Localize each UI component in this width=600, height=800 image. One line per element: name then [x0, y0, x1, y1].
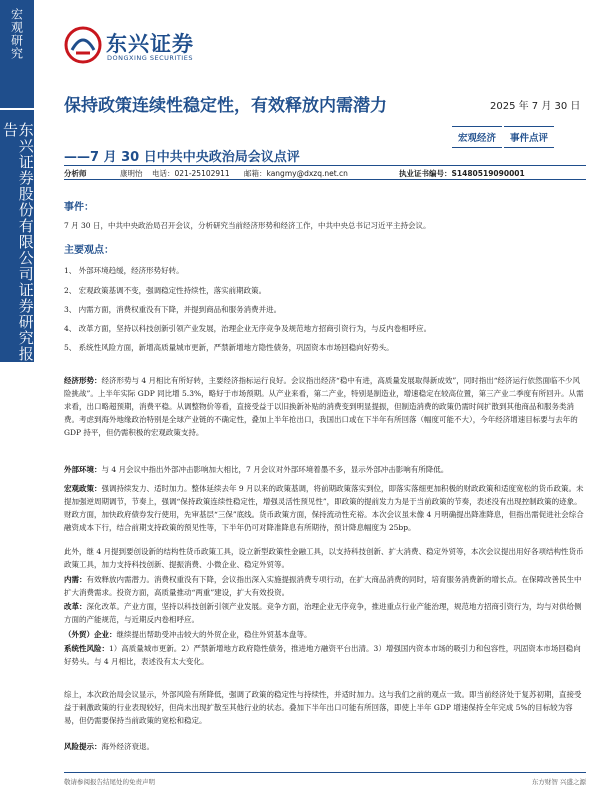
paragraph-economy-text: 经济形势与 4 月相比有所好转，主要经济指标运行良好。会议指出经济“稳中有进，高质量发展取得新成效”，同时指出“经济运行依然面临不少风险挑战”。上半年实际 GDP 同比增 5.3%，略好于市场预期。从产业来看，第二产业，特别是制造业，增速稳定在较高位置，第三产业二季度有所回升。从需求看，出口略超预期，消费平稳。从调整物价等看，直接受益于以旧换新补贴的消费变到明显提振，但制造消费的政策仍需时间扩散到其他商品和服务类消费。考虑到海外地缘政治特别是全球产业链的不确定性，叠加上半年抢出口，我国出口或在下半年有所回落（幅度可能不大），今年经济增速目标要与去年的 GDP 持平，但仍需积极的宏观政策支持。 — [64, 376, 584, 437]
analyst-name: 康明怡 — [120, 169, 143, 178]
footer-slogan: 东方财智 兴盛之源 — [531, 778, 586, 786]
sidebar-firm-block — [0, 110, 34, 362]
sidebar-firm-report: 东兴证券股份有限公司证券研究报告 — [1, 122, 35, 362]
paragraph-conclusion — [64, 688, 586, 727]
paragraph-reform-text: 深化改革。产业方面，坚持以科技创新引领产业发展。竞争方面，治理企业无序竞争，推进重点行业产能治理，规范地方招商引资行为，均与对供给侧方面的产能规范，与近期反内卷相呼应。 — [64, 602, 582, 624]
paragraph-reform-label: 改革： — [64, 602, 87, 611]
paragraph-risk-warning-label: 风险提示： — [64, 742, 102, 751]
paragraph-systemic-risk — [64, 642, 586, 668]
sidebar — [0, 0, 34, 800]
paragraph-external — [64, 463, 586, 476]
paragraph-structural-tools — [64, 545, 586, 571]
event-text: 7 月 30 日，中共中央政治局召开会议，分析研究当前经济形势和经济工作，中共中央总书记习近平主持会议。 — [64, 221, 431, 230]
paragraph-external-text: 与 4 月会议中指出外部冲击影响加大相比，7 月会议对外部环境着墨不多，显示外部冲击影响有所降低。 — [101, 465, 449, 474]
paragraph-domestic-demand-text: 有效释放内需潜力。消费权重没有下降，会议指出深入实施提振消费专项行动，在扩大商品消费的同时，培育服务消费新的增长点。在保障改善民生中扩大消费需求。投资方面，高质量推动“两重”建设，扩大有效投资。 — [64, 575, 582, 597]
points-heading: 主要观点： — [64, 245, 114, 256]
point-item-3: 3、 内需方面，消费权重没有下降，并提到商品和服务消费并进。 — [64, 305, 282, 314]
point-item-5: 5、 系统性风险方面，新增高质量城市更新，严禁新增地方隐性债务，巩固资本市场回稳向好势头。 — [64, 343, 394, 352]
paragraph-economy — [64, 374, 586, 439]
paragraph-systemic-risk-label: 系统性风险： — [64, 644, 109, 653]
point-item-4: 4、 改革方面，坚持以科技创新引领产业发展，治理企业无序竞争及规范地方招商引资行为，与反内卷相呼应。 — [64, 324, 432, 333]
paragraph-reform — [64, 600, 586, 626]
paragraph-risk-warning — [64, 740, 586, 753]
point-item-1: 1、 外部环境趋缓，经济形势好转。 — [64, 266, 184, 275]
paragraph-systemic-risk-text: 1）高质量城市更新。2）严禁新增地方政府隐性债务，推进地方融资平台出清。3）增强国内资本市场的吸引力和包容性，巩固资本市场回稳向好势头。与 4 月相比，表述没有太大变化。 — [64, 644, 581, 666]
company-logo — [64, 26, 214, 66]
paragraph-trade-label: （外贸）企业： — [64, 630, 117, 639]
paragraph-domestic-demand-label: 内需： — [64, 575, 87, 584]
paragraph-conclusion-text: 综上，本次政治局会议显示，外部风险有所降低，强调了政策的稳定性与持续性，并适时加力。这与我们之前的观点一致。即当前经济处于复苏初期，直接受益于刺激政策的行业表现较好，但尚未出现扩散至其他行业的状态。叠加下半年出口可能有所回落，即使上半年 GDP 增速保持全年完成 5%的目标较为容易，但仍需要保持当前政策的宽松和稳定。 — [64, 690, 582, 725]
paragraph-structural-tools-text: 此外，继 4 月提到要创设新的结构性货币政策工具，设立新型政策性金融工具，以支持科技创新、扩大消费、稳定外贸等，本次会议提出用好各项结构性货币政策工具，加力支持科技创新、提振消费、小微企业、稳定外贸等。 — [64, 547, 584, 569]
paragraph-trade-text: 继续提出帮助受冲击较大的外贸企业，稳住外贸基本盘等。 — [116, 630, 312, 639]
analyst-phone: 电话：021-25102911 — [152, 169, 230, 178]
event-heading: 事件： — [64, 202, 94, 213]
tag-category: 宏观经济 — [452, 126, 502, 148]
analyst-cert: 执业证书编号：S1480519090001 — [399, 169, 525, 178]
tag-type: 事件点评 — [504, 126, 554, 148]
sidebar-category: 宏观研究 — [9, 8, 24, 60]
report-tags — [452, 126, 554, 148]
paragraph-domestic-demand — [64, 573, 586, 599]
footer-divider — [64, 772, 586, 773]
paragraph-macro-policy-label: 宏观政策： — [64, 484, 102, 493]
point-item-2: 2、 宏观政策基调不变，强调稳定性持续性，落实前期政策。 — [64, 286, 267, 295]
analyst-info-row — [64, 165, 586, 180]
page-title: 保持政策连续性稳定性，有效释放内需潜力 — [64, 96, 387, 116]
report-date: 2025 年 7 月 30 日 — [490, 101, 581, 112]
footer-disclaimer: 敬请参阅报告结尾处的免责声明 — [64, 778, 155, 786]
logo-mark-icon — [64, 26, 102, 64]
sidebar-category-block — [0, 0, 34, 108]
paragraph-economy-label: 经济形势： — [64, 376, 102, 385]
paragraph-risk-warning-text: 海外经济衰退。 — [101, 742, 154, 751]
analyst-email[interactable]: 邮箱：kangmy@dxzq.net.cn — [244, 169, 348, 178]
paragraph-trade — [64, 628, 586, 641]
paragraph-external-label: 外部环境： — [64, 465, 102, 474]
page-subtitle: ——7 月 30 日中共中央政治局会议点评 — [64, 150, 300, 165]
analyst-label: 分析师 — [64, 169, 87, 178]
logo-text-cn: 东兴证券 — [106, 32, 194, 56]
paragraph-macro-policy — [64, 482, 586, 534]
paragraph-macro-policy-text: 强调持续发力、适时加力。整体延续去年 9 月以来的政策基调，将前期政策落实到位，即落实落细更加积极的财政政策和适度宽松的货币政策。未提加强逆周期调节，节奏上，强调“保持政策连续性稳定性，增强灵活性预见性”，即政策的提前发力为是于当前政策的节奏，表述没有出现控制政策的迹象。财政方面，加快政府债券发行使用，先审基层“三保”底线。货币政策方面，保持流动性充裕。本次会议虽未像 4 月明确提出降准降息，但指出需促进社会综合融资成本下行，结合前期支持政策的预见性等，下半年仍可对降准降息有所期待，预计降息幅度为 25bp。 — [64, 484, 584, 532]
logo-text-en: DONGXING SECURITIES — [107, 54, 193, 62]
